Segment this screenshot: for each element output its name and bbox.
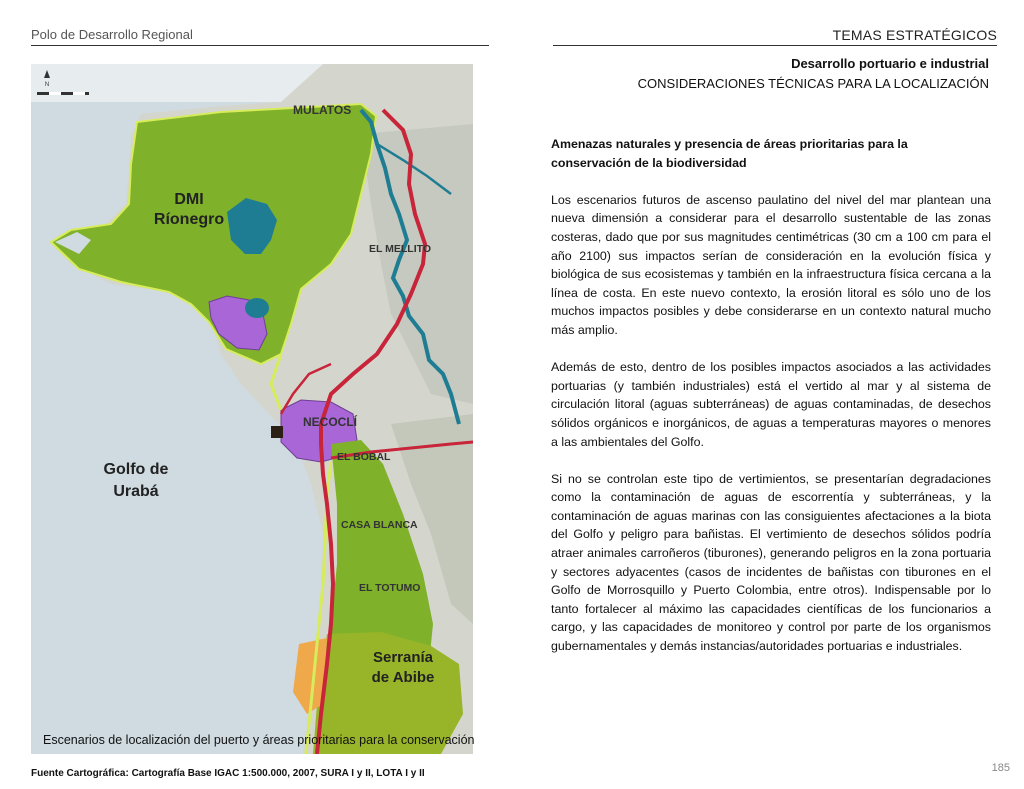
small-pond: [245, 298, 269, 318]
label-casa-blanca: CASA BLANCA: [341, 519, 418, 531]
label-abibe: de Abibe: [371, 669, 435, 686]
section-subtitle: CONSIDERACIONES TÉCNICAS PARA LA LOCALIZACIÓN: [637, 76, 989, 91]
map-source: Fuente Cartográfica: Cartografía Base IGAC 1:500.000, 2007, SURA I y II, LOTA I y II: [31, 768, 425, 779]
town-marker-necocli: [271, 426, 283, 438]
header-divider-right: [553, 45, 997, 46]
label-el-bobal: EL BOBAL: [337, 451, 391, 463]
label-dmi: DMI: [174, 191, 204, 208]
paragraph-2: Además de esto, dentro de los posibles impactos asociados a las actividades portuarias (y también industriales) está el vertido al mar y al sistema de circulación litoral (aguas subterráneas) de aguas contaminadas, de desechos sólidos orgánicos e inorgánicos, de aguas a temperaturas mayores o menores a las ambientales del Golfo.: [551, 360, 991, 449]
label-uraba: Urabá: [113, 483, 159, 500]
label-golfo: Golfo de: [103, 461, 169, 478]
map-svg: [31, 64, 473, 754]
body-text: [551, 135, 991, 674]
region-map: [31, 64, 473, 754]
label-serrania: Serranía: [372, 649, 434, 666]
lead-heading: Amenazas naturales y presencia de áreas prioritarias para la conservación de la biodiversidad: [551, 137, 908, 170]
paragraph-1: Los escenarios futuros de ascenso paulatino del nivel del mar plantean una nueva dimensión a considerar para el desarrollo sustentable de las zonas costeras, dado que por sus magnitudes centimétricas (30 cm a 100 cm para el año 2100) sus impactos serían de consideración en la evolución física y biológica de sus ecosistemas y también en la infraestructura física cercana a la línea de costa. En este nuevo contexto, la erosión litoral es sólo uno de los muchos impactos posibles y debe considerarse en un contexto natural mucho más amplio.: [551, 192, 991, 337]
label-el-totumo: EL TOTUMO: [359, 582, 421, 594]
label-mulatos: MULATOS: [293, 103, 352, 117]
paragraph-3: Si no se controlan este tipo de vertimientos, se presentarían degradaciones como la contaminación de aguas de escorrentía y subterráneas, y la contaminación de aguas marinas con las consiguientes afectaciones a la biota del Golfo y peligro para bañistas. El vertimiento de desechos sólidos podría atraer animales carroñeros (tiburones), generando peligros en la zona portuaria y sectores adyacentes (casos de incidentes de bañistas con tiburones en el Golfo de Morrosquillo y Puerto Colombia, entre otros). Indispensable por lo tanto fortalecer al máximo las capacidades científicas de los funcionarios a cargo, y las capacidades de monitoreo y control por parte de los organismos gubernamentales y demás instancias/autoridades portuarias e industriales.: [551, 471, 991, 654]
running-header-left: Polo de Desarrollo Regional: [31, 27, 193, 42]
section-title: Desarrollo portuario e industrial: [791, 56, 989, 71]
page-number: 185: [991, 762, 1010, 774]
map-caption: Escenarios de localización del puerto y áreas prioritarias para la conservación: [43, 733, 475, 747]
label-el-mellito: EL MELLITO: [369, 243, 432, 255]
north-label: N: [44, 82, 50, 88]
label-necocli: NECOCLÍ: [303, 415, 357, 429]
label-rionegro: Ríonegro: [153, 211, 225, 228]
running-header-right: TEMAS ESTRATÉGICOS: [832, 27, 997, 43]
header-divider-left: [31, 45, 489, 46]
